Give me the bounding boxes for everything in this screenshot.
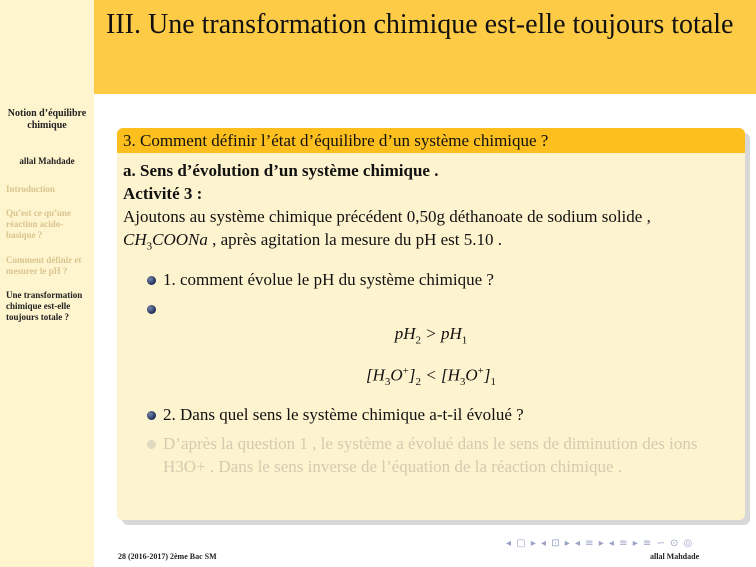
- sidebar: [0, 0, 94, 567]
- equation-ph: $pH_2 > pH_1$: [394, 324, 468, 347]
- bullet-icon: [147, 305, 156, 314]
- section-subtitle: a. Sens d’évolution d’un système chimique .: [123, 161, 439, 180]
- beamer-navigation[interactable]: ◂ ▢ ▸ ◂ ⊡ ▸ ◂ ≡ ▸ ◂ ≡ ▸ ≡ ∽ ⊙ ◎: [506, 538, 694, 549]
- equation-h3o: $[H_3O^+]_2 < [H_3O^+]_1$: [365, 364, 497, 388]
- footer-left: 28 (2016-2017) 2ème Bac SM: [118, 552, 217, 561]
- block-title: 3. Comment définir l’état d’équilibre d’un système chimique ?: [117, 128, 745, 153]
- sidebar-item-acido-basique[interactable]: Qu’est ce qu’une réaction acido-basique ?: [6, 208, 71, 240]
- list-item: [123, 297, 739, 319]
- bullet-icon: [147, 440, 156, 449]
- sidebar-item-ph[interactable]: Comment définir et mesurer le pH ?: [6, 255, 82, 276]
- sidebar-author: allal Mahdade: [19, 156, 75, 166]
- activity-label: Activité 3 :: [123, 184, 203, 203]
- list-item-faded: D’après la question 1 , le système a évolué dans le sens de diminution des ions H3O+ . Dans le sens inverse de l’équation de la réaction chimique .: [123, 432, 739, 478]
- bullet-icon: [147, 276, 156, 285]
- intro-text-before: Ajoutons au système chimique précédent 0,50g déthanoate de sodium solide ,: [123, 207, 651, 226]
- list-item: 1. comment évolue le pH du système chimique ?: [123, 268, 739, 291]
- intro-paragraph: [123, 205, 739, 258]
- bullet-icon: [147, 411, 156, 420]
- block-body: [117, 153, 745, 478]
- sidebar-item-transformation[interactable]: Une transformation chimique est-elle toujours totale ?: [6, 290, 83, 322]
- intro-formula: $CH_3COONa$: [123, 230, 208, 253]
- content-block: [117, 128, 745, 520]
- slide-header: [94, 0, 756, 94]
- sidebar-short-title: Notion d’équilibre chimique: [7, 108, 87, 131]
- intro-text-after: , après agitation la mesure du pH est 5.10 .: [207, 230, 502, 249]
- footer-right: allal Mahdade: [650, 552, 700, 561]
- list-item: 2. Dans quel sens le système chimique a-t-il évolué ?: [123, 403, 739, 426]
- sidebar-item-introduction[interactable]: Introduction: [6, 184, 55, 194]
- slide-title: III. Une transformation chimique est-elle toujours totale: [106, 9, 734, 40]
